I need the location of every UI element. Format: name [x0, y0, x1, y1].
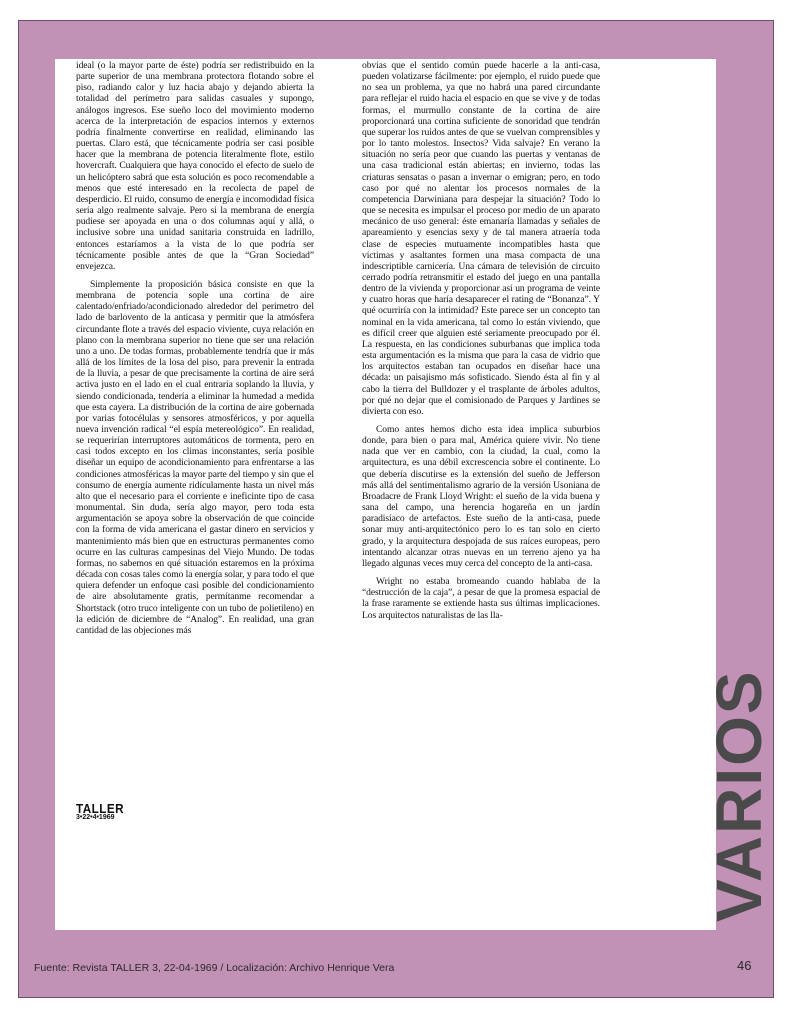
taller-logo	[76, 803, 130, 821]
paragraph: obvias que el sentido común puede hacerle a la anti-casa, pueden volatizarse fácilmente: por ejemplo, el ruido puede que no sea un problema, ya que no habrá una pared circundante para reflejar el ruido hacia el espacio en que se vive y de todas formas, el murmullo constante de la cortina de aire proporcionará una cortina suficiente de sonoridad que tendrán que superar los ruidos antes de que se vuelvan comprensibles y por lo tanto molestos. Insectos? Vida salvaje? En verano la situación no sería peor que cuando las puertas y ventanas de una casa tradicional están abiertas; en invierno, todas las criaturas sensatas o pasan a invernar o emigran; pero, en todo caso por qué no alentar los procesos normales de la competencia Darwiniana para despejar la situación? Todo lo que se necesita es impulsar el proceso por medio de un aparato mecánico de uso general: éste emanaría llamadas y señales de apareamiento y esencias sexy y de tal manera atraería toda clase de especies mutuamente incompatibles hasta que víctimas y asaltantes formen una masa compacta de una indescriptible carnicería. Una cámara de televisión de circuito cerrado podría retransmitir el estado del juego en una pantalla dentro de la vivienda y proporcionar así un programa de veinte y cuatro horas que haría desaparecer el rating de “Bonanza”. Y qué ocurriría con la intimidad? Este parece ser un concepto tan nominal en la vida americana, tal como lo están viviendo, que es difícil creer que alguien esté seriamente preocupado por él. La respuesta, en las condiciones suburbanas que implica toda esta argumentación es la misma que para la casa de vidrio que los arquitectos estaban tan ocupados en diseñar hace una década: un paisajismo más sofisticado. Siendo ésta al fin y al cabo la tierra del Bulldozer y el trasplante de árboles adultos, por qué no dejar que el comisionado de Parques y Jardines se divierta con eso.	[362, 60, 600, 417]
paragraph: Como antes hemos dicho esta idea implica suburbios donde, para bien o para mal, América quiere vivir. No tiene nada que ver en cambio, con la ciudad, la cual, como la arquitectura, es una débil excrescencia sobre el continente. Lo que debería discutirse es la extensión del sueño de Jefferson más allá del sentimentalismo agrario de la versión Usoniana de Broadacre de Frank Lloyd Wright: el sueño de la vida buena y sana del campo, una herencia hogareña en un jardín paradisíaco de artefactos. Este sueño de la anti-casa, puede sonar muy anti-arquitectónico pero lo es tan solo en cierto grado, y la arquitectura despojada de sus raíces europeas, pero intentando alcanzar otras nuevas en un terreno ajeno ya ha llegado algunas veces muy cerca del concepto de la anti-casa.	[362, 424, 600, 569]
logo-date: 3•22•4•1969	[76, 814, 115, 821]
paragraph: Wright no estaba bromeando cuando hablaba de la “destrucción de la caja”, a pesar de que la promesa espacial de la frase raramente se extiende hasta sus últimas implicaciones. Los arquitectos naturalistas de las lla-	[362, 576, 600, 621]
text-column-right	[362, 60, 600, 628]
source-caption: Fuente: Revista TALLER 3, 22-04-1969 / Localización: Archivo Henrique Vera	[34, 962, 395, 974]
section-label: VARIOS	[703, 669, 775, 922]
page-number: 46	[737, 958, 752, 973]
paragraph: Simplemente la proposición básica consiste en que la membrana de potencia sople una cortina de aire calentado/enfriado/acondicionado alrededor del perímetro del lado de barlovento de la anticasa y permitir que la atmósfera circundante flote a través del espacio viviente, cuya relación en plano con la membrana superior no tiene que ser una relación uno a uno. De todas formas, probablemente tendría que ir más allá de los límites de la losa del piso, para prevenir la entrada de la lluvia, a pesar de que precisamente la cortina de aire será activa justo en el lado en el cual entraría soplando la lluvia, y siendo condicionada, tendería a eliminar la humedad a medida que esta cayera. La distribución de la cortina de aire gobernada por varias fotocélulas y sensores atmosféricos, y por aquella nueva invención radical “el espía metereológico”. En realidad, se requerirían interruptores automáticos de tormenta, pero en casi todos excepto en los climas inconstantes, sería posible diseñar un equipo de acondicionamiento para enfrentarse a las condiciones atmosféricas la mayor parte del tiempo y sin que el consumo de energía aumente ridículamente hasta un nivel más alto que el necesario para el corriente e ineficinte tipo de casa monumental. Sin duda, sería algo mayor, pero toda esta argumentación se apoya sobre la observación de que coincide con la forma de vida americana el gastar dinero en servicios y mantenimiento más bien que en estructuras permanentes como ocurre en las culturas campesinas del Viejo Mundo. De todas formas, no sabemos en qué situación estaremos en la próxima década con cosas tales como la energía solar, y para todo el que quiera defender un enfoque casi posible del condicionamiento de aire absolutamente gratis, permítanme recomendar a Shortstack (otro truco inteligente con un tubo de polietileno) en la edición de diciembre de “Analog”. En realidad, una gran cantidad de las objeciones más	[76, 278, 314, 636]
paragraph: ideal (o la mayor parte de éste) podría ser redistribuido en la parte superior de una membrana protectora flotando sobre el piso, radiando calor y luz hacia abajo y dejando abierta la totalidad del perímetro para salidas casuales y supongo, análogos ingresos. Ese sueño loco del movimiento moderno acerca de la interpretación de espacios internos y externos podría finalmente convertirse en realidad, eliminando las puertas. Claro está, que técnicamente podría ser casi posible hacer que la membrana de potencia literalmente flote, estilo hovercraft. Cualquiera que haya conocido el efecto de suelo de un helicóptero sabrá que esta solución es poco recomendable a menos que esté interesado en la recolecta de papel de desperdicio. El ruido, consumo de energía e incomodidad física sería algo realmente salvaje. Pero si la membrana de energía pudiese ser apoyada en una o dos columnas aquí y allá, o inclusive sobre una unidad sanitaria construida en ladrillo, entonces estaríamos a la vista de lo que podría ser técnicamente posible antes de que la “Gran Sociedad” envejezca.	[76, 60, 314, 272]
text-column-left	[76, 60, 314, 643]
logo-word: TALLER	[76, 801, 124, 816]
